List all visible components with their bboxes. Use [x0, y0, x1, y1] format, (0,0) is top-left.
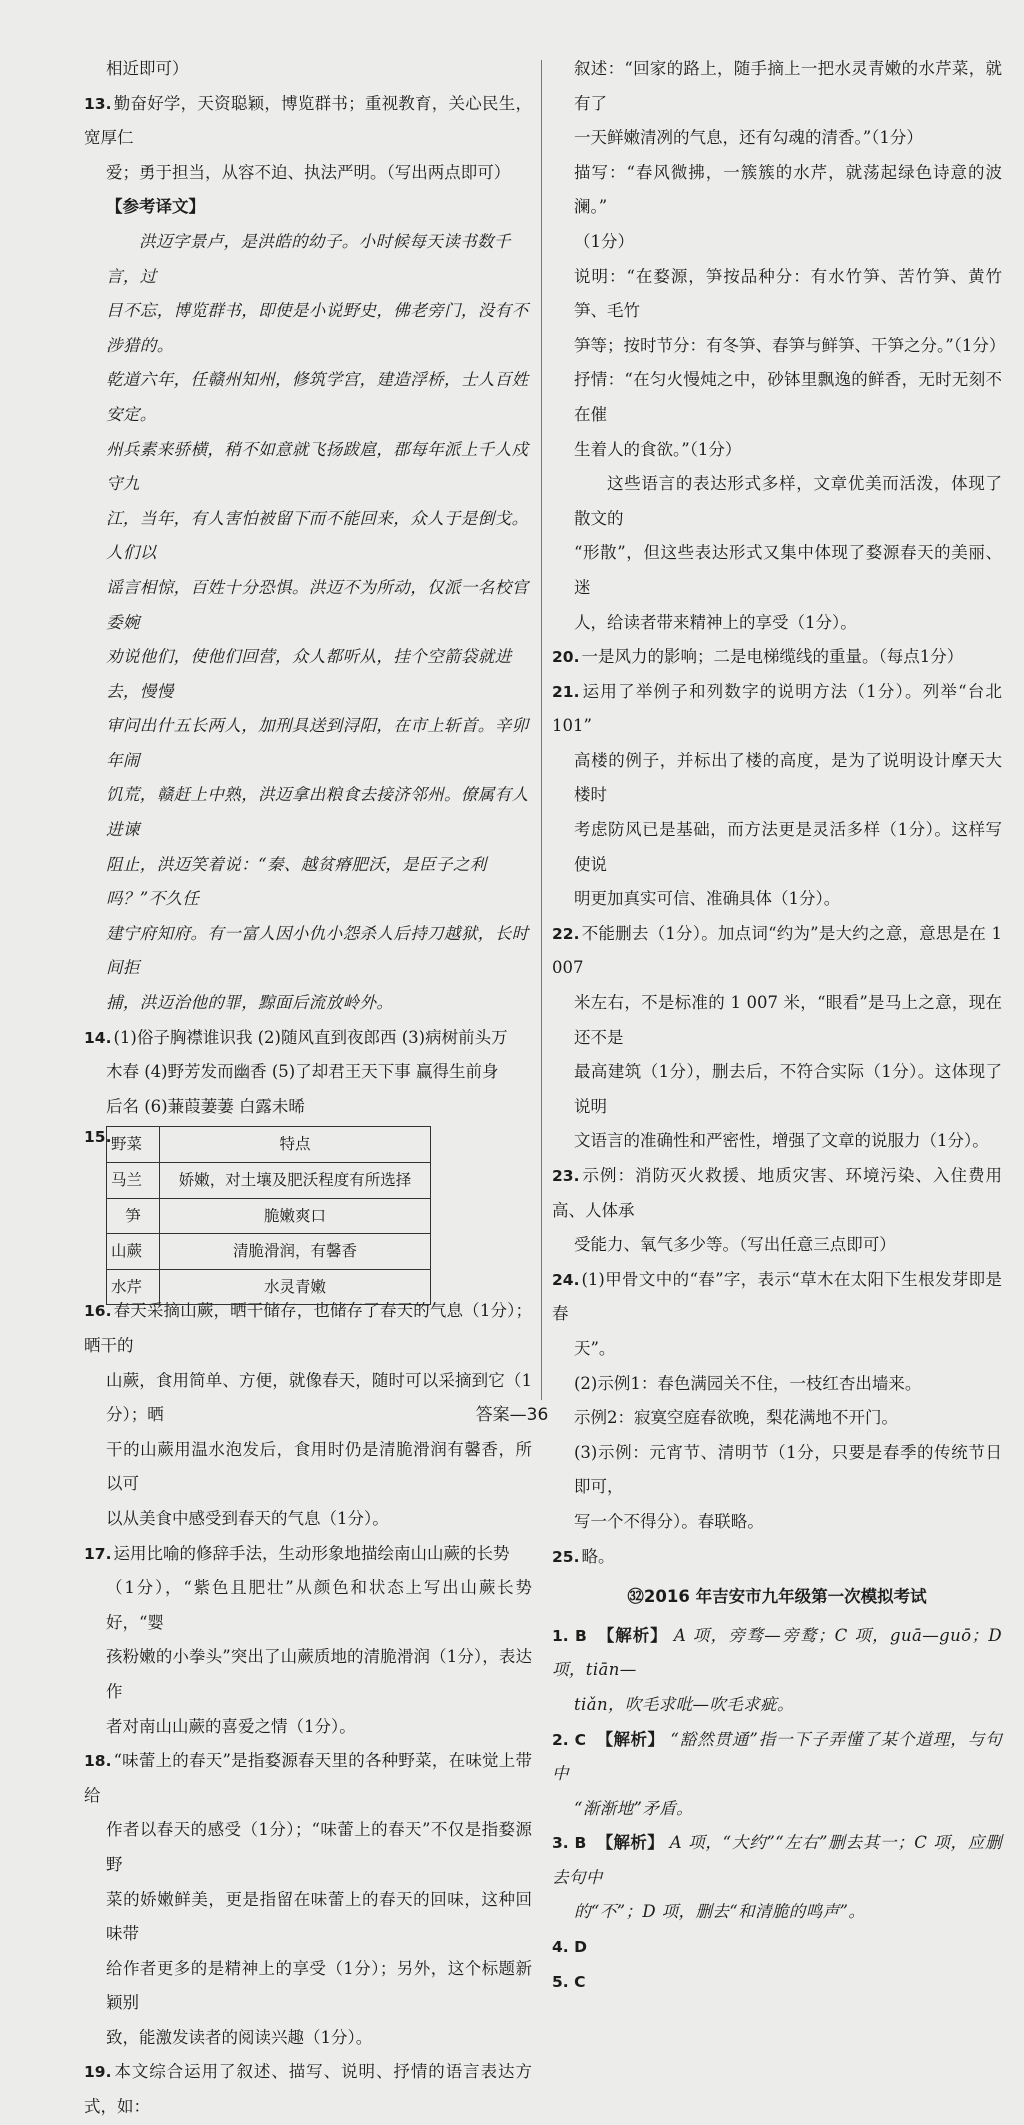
translation-line: 江，当年，有人害怕被留下而不能回来，众人于是倒戈。人们以 [106, 508, 529, 563]
question-number: 17. [84, 1544, 112, 1563]
answer-text: 米左右，不是标准的 1 007 米，“眼看”是马上之意，现在还不是 [574, 993, 1002, 1047]
answer-text: （1分），“紫色且肥壮”从颜色和状态上写出山蕨长势好，“婴 [106, 1578, 532, 1632]
question-15 [84, 1124, 532, 1294]
answer-text: 抒情：“在匀火慢炖之中，砂钵里飘逸的鲜香，无时无刻不在催 [574, 370, 1002, 424]
answer-text: 给作者更多的是精神上的享受（1分）；另外，这个标题新颖别 [106, 1958, 532, 2013]
table-cell: 水芹 [107, 1269, 160, 1305]
table-header-cell: 特点 [160, 1127, 431, 1163]
wild-vegetable-table [106, 1126, 431, 1305]
translation-line: 乾道六年，任赣州知州，修筑学宫，建造浮桥，士人百姓安定。 [106, 370, 529, 424]
question-number: 21. [552, 682, 580, 701]
answer-text: 受能力、氧气多少等。（写出任意三点即可） [574, 1235, 896, 1255]
answer-text: 运用比喻的修辞手法，生动形象地描绘南山山蕨的长势 [113, 1543, 510, 1563]
reference-translation [84, 225, 532, 1021]
analysis-text: A 项，“大约”“左右”删去其一；C 项，应删去句中 [552, 1833, 1002, 1887]
answer-text: 明更加真实可信、准确具体（1分）。 [574, 889, 841, 909]
continuation-line: 相近即可） [106, 59, 189, 78]
question-number: 16. [84, 1302, 112, 1321]
answer-text: 本文综合运用了叙述、描写、说明、抒情的语言表达方式，如： [84, 2062, 532, 2117]
answer-text: 孩粉嫩的小拳头”突出了山蕨质地的清脆滑润（1分），表达作 [106, 1647, 532, 1701]
question-19 [84, 2055, 532, 2124]
answer-text: 示例：消防灭火救援、地质灾害、环境污染、入住费用高、人体承 [552, 1166, 1002, 1220]
answer-text: 作者以春天的感受（1分）；“味蕾上的春天”不仅是指婺源野 [106, 1820, 532, 1874]
answer-text: 文语言的准确性和严密性，增强了文章的说服力（1分）。 [574, 1131, 989, 1151]
question-23 [552, 1159, 1002, 1228]
table-cell: 娇嫩，对土壤及肥沃程度有所选择 [160, 1163, 431, 1199]
analysis-text: “渐渐地”矛盾。 [574, 1798, 694, 1818]
answer-text: “形散”，但这些表达形式又集中体现了婺源春天的美丽、迷 [574, 543, 1002, 597]
question-22 [552, 917, 1002, 986]
answer-text: 示例2：寂寞空庭春欲晚，梨花满地不开门。 [574, 1408, 898, 1428]
question-number: 14. [84, 1028, 112, 1047]
translation-line: 阻止，洪迈笑着说：“秦、越贫瘠肥沃，是臣子之利吗？”不久任 [106, 854, 487, 909]
table-row [107, 1269, 431, 1305]
table-header-cell: 野菜 [107, 1127, 160, 1163]
answer-text: (2)示例1：春色满园关不住，一枝红杏出墙来。 [574, 1373, 922, 1393]
question-17 [84, 1537, 532, 1572]
answer-text: 最高建筑（1分），删去后，不符合实际（1分）。这体现了说明 [574, 1062, 1002, 1116]
question-14 [84, 1021, 532, 1056]
question-13 [84, 87, 532, 156]
translation-line: 捕，洪迈治他的罪，黥面后流放岭外。 [106, 993, 394, 1013]
answer-text: 描写：“春风微拂，一簇簇的水芹，就荡起绿色诗意的波澜。” [574, 162, 1002, 217]
answer-text: 人，给读者带来精神上的享受（1分）。 [574, 612, 857, 632]
translation-line: 饥荒，赣赶上中熟，洪迈拿出粮食去接济邻州。僚属有人进谏 [106, 785, 529, 840]
translation-line: 州兵素来骄横，稍不如意就飞扬跋扈，郡每年派上千人戍守九 [106, 439, 529, 494]
question-number: 23. [552, 1167, 580, 1185]
analysis-text: “豁然贯通”指一下子弄懂了某个道理，与句中 [552, 1729, 1003, 1784]
answer-text: 略。 [581, 1546, 615, 1566]
answer-text: 叙述：“回家的路上，随手摘上一把水灵青嫩的水芹菜，就有了 [574, 59, 1002, 113]
answer-text: 木春 (4)野芳发而幽香 (5)了却君王天下事 赢得生前身 [106, 1062, 499, 1082]
answer-text: 生着人的食欲。”（1分） [574, 439, 742, 459]
answer-text: 不能删去（1分）。加点词“约为”是大约之意，意思是在 1 007 [552, 923, 1002, 978]
answer-text: 说明：“在婺源，笋按品种分：有水竹笋、苦竹笋、黄竹笋、毛竹 [574, 266, 1002, 321]
table-cell: 马兰 [107, 1163, 160, 1199]
question-25 [552, 1540, 1002, 1575]
table-cell: 山蕨 [107, 1234, 160, 1270]
analysis-text: 的“不”；D 项，删去“和清脆的鸣声”。 [574, 1902, 866, 1922]
answer-text: 春天采摘山蕨，晒干储存，也储存了春天的气息（1分）；晒干的 [84, 1301, 532, 1355]
column-divider [541, 60, 542, 1400]
question-number: 22. [552, 924, 580, 943]
question-number: 24. [552, 1270, 580, 1289]
answer-text: 山蕨，食用简单、方便，就像春天，随时可以采摘到它（1分）；晒 [106, 1370, 532, 1425]
question-number: 20. [552, 648, 580, 667]
answer-number: 5. C [552, 1972, 586, 1991]
question-20 [552, 640, 1002, 675]
question-number: 25. [552, 1547, 580, 1566]
table-cell: 脆嫩爽口 [160, 1198, 431, 1234]
answer-text: 菜的娇嫩鲜美，更是指留在味蕾上的春天的回味，这种回味带 [106, 1889, 532, 1944]
answer-1 [552, 1619, 1002, 1688]
answer-text: 勤奋好学，天资聪颖，博览群书；重视教育，关心民生，宽厚仁 [84, 93, 532, 148]
answer-number: 4. D [552, 1938, 587, 1957]
answer-text: 干的山蕨用温水泡发后，食用时仍是清脆滑润有馨香，所以可 [106, 1439, 532, 1494]
answer-text: 后名 (6)蒹葭萋萋 白露未晞 [106, 1096, 305, 1116]
answer-4 [552, 1930, 1002, 1965]
table-cell: 清脆滑润，有馨香 [160, 1234, 431, 1270]
answer-text: “味蕾上的春天”是指婺源春天里的各种野菜，在味觉上带给 [84, 1751, 532, 1805]
answer-text: 天”。 [574, 1338, 616, 1358]
answer-text: 一天鲜嫩清冽的气息，还有勾魂的清香。”（1分） [574, 128, 923, 148]
answer-2 [552, 1723, 1002, 1792]
table-row [107, 1163, 431, 1199]
answer-text: (1)甲骨文中的“春”字，表示“草木在太阳下生根发芽即是春 [552, 1269, 1002, 1324]
translation-line: 目不忘，博览群书，即使是小说野史，佛老旁门，没有不涉猎的。 [106, 301, 529, 355]
translation-line: 谣言相惊，百姓十分恐惧。洪迈不为所动，仅派一名校官委婉 [106, 577, 529, 632]
answer-text: （1分） [574, 231, 634, 251]
translation-line: 洪迈字景卢，是洪皓的幼子。小时候每天读书数千言，过 [106, 231, 511, 286]
answer-text: 考虑防风已是基础，而方法更是灵活多样（1分）。这样写使说 [574, 820, 1002, 874]
analysis-label: 【解析】 [595, 1729, 665, 1749]
answer-text: 运用了举例子和列数字的说明方法（1分）。列举“台北101” [552, 681, 1002, 736]
translation-line: 建宁府知府。有一富人因小仇小怨杀人后持刀越狱，长时间拒 [106, 923, 529, 978]
page-footer: 答案—36 [475, 1405, 549, 1425]
answer-text: 一是风力的影响；二是电梯缆线的重量。（每点1分） [581, 647, 964, 667]
answer-number: 2. C [552, 1730, 586, 1749]
analysis-text: A 项，旁骛—旁鹜；C 项，guā—guō；D 项，tiān— [552, 1625, 1003, 1680]
answer-text: 致，能激发读者的阅读兴趣（1分）。 [106, 2027, 373, 2047]
question-number: 15. [84, 1128, 112, 1147]
table-header-row [107, 1127, 431, 1163]
question-number: 13. [84, 94, 112, 113]
question-24 [552, 1263, 1002, 1332]
answer-3 [552, 1826, 1002, 1895]
left-column [84, 52, 532, 2125]
question-18 [84, 1744, 532, 1813]
translation-line: 劝说他们，使他们回营，众人都听从，挂个空箭袋就进去，慢慢 [106, 647, 512, 701]
answer-text: 高楼的例子，并标出了楼的高度，是为了说明设计摩天大楼时 [574, 750, 1002, 805]
answer-text: 爱；勇于担当，从容不迫、执法严明。（写出两点即可） [106, 162, 511, 182]
reference-translation-title: 【参考译文】 [106, 197, 205, 217]
table-cell: 水灵青嫩 [160, 1269, 431, 1305]
answer-number: 1. B [552, 1626, 587, 1645]
analysis-label: 【解析】 [596, 1833, 665, 1853]
question-number: 19. [84, 2063, 112, 2082]
section-title: ㉜2016 年吉安市九年级第一次模拟考试 [627, 1587, 927, 1607]
table-row [107, 1198, 431, 1234]
question-number: 18. [84, 1752, 112, 1771]
answer-text: 笋等；按时节分：有冬笋、春笋与鲜笋、干笋之分。”（1分） [574, 335, 1006, 355]
analysis-text: tiǎn，吹毛求吡—吹毛求疵。 [574, 1694, 794, 1714]
analysis-label: 【解析】 [596, 1625, 668, 1645]
answer-number: 3. B [552, 1834, 587, 1853]
table-cell: 笋 [107, 1198, 160, 1234]
question-21 [552, 675, 1002, 744]
answer-text: 者对南山山蕨的喜爱之情（1分）。 [106, 1716, 356, 1736]
answer-text: 写一个不得分）。春联略。 [574, 1511, 764, 1531]
answer-text: (1)俗子胸襟谁识我 (2)随风直到夜郎西 (3)病树前头万 [113, 1027, 508, 1047]
answer-5 [552, 1965, 1002, 2000]
answer-text: 以从美食中感受到春天的气息（1分）。 [106, 1508, 389, 1528]
answer-text: 这些语言的表达形式多样，文章优美而活泼，体现了散文的 [574, 474, 1002, 528]
table-row [107, 1234, 431, 1270]
right-column [552, 52, 1006, 1999]
answer-text: (3)示例：元宵节、清明节（1分，只要是春季的传统节日即可， [574, 1442, 1002, 1497]
translation-line: 审问出什五长两人，加刑具送到浔阳，在市上斩首。辛卯年闹 [106, 716, 529, 770]
